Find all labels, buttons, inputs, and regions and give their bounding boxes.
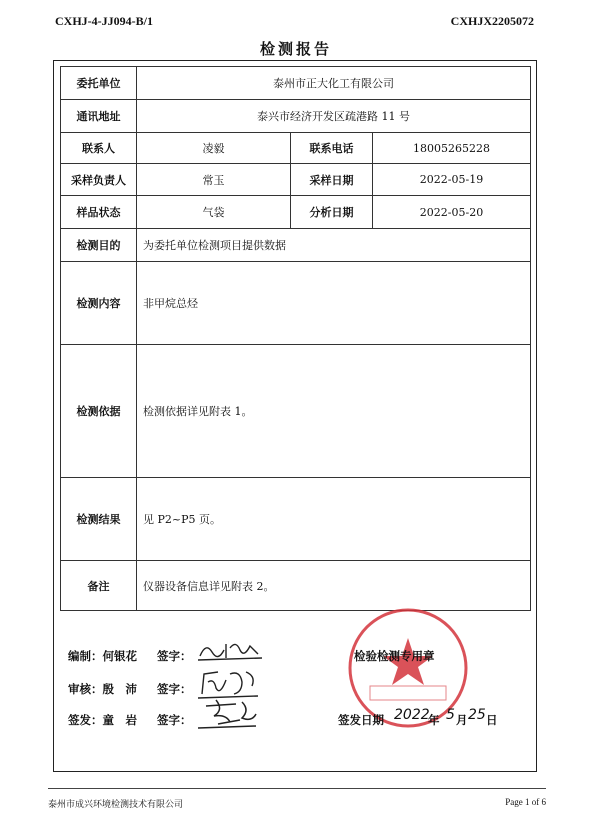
sample-state-value: 气袋 — [137, 196, 291, 229]
report-title: 检测报告 — [259, 40, 332, 58]
sample-date-label: 采样日期 — [291, 164, 373, 196]
approved-by: 签发：童 岩 — [68, 713, 137, 727]
result-label: 检测结果 — [61, 478, 137, 561]
prepared-signature-icon — [196, 636, 266, 666]
issue-date-year: 2022 — [394, 707, 430, 723]
row-remark — [61, 561, 531, 611]
document-code: CXHJ-4-JJ094-B/1 — [55, 14, 153, 28]
remark-value: 仪器设备信息详见附表 2。 — [137, 561, 531, 611]
issue-date-month-unit: 月 — [456, 713, 468, 727]
row-purpose — [61, 229, 531, 262]
report-info-table — [60, 66, 531, 611]
contact-label: 联系人 — [61, 133, 137, 164]
address-value: 泰兴市经济开发区疏港路 11 号 — [137, 100, 531, 133]
footer-divider — [48, 788, 546, 789]
sample-date-value: 2022-05-19 — [373, 164, 531, 196]
content-label: 检测内容 — [61, 262, 137, 345]
client-label: 委托单位 — [61, 67, 137, 100]
basis-value: 检测依据详见附表 1。 — [137, 345, 531, 478]
report-number: CXHJX2205072 — [450, 14, 534, 28]
issue-date-day: 25 — [468, 707, 486, 723]
prepared-by: 编制：何银花 — [68, 649, 137, 663]
phone-value: 18005265228 — [373, 133, 531, 164]
sampler-label: 采样负责人 — [61, 164, 137, 196]
result-value: 见 P2~P5 页。 — [137, 478, 531, 561]
reviewed-sign-label: 签字： — [157, 682, 192, 696]
stamp-label: 检验检测专用章 — [354, 649, 435, 663]
row-sample-state — [61, 196, 531, 229]
row-address — [61, 100, 531, 133]
analysis-date-value: 2022-05-20 — [373, 196, 531, 229]
sampler-value: 常玉 — [137, 164, 291, 196]
prepared-sign-label: 签字： — [157, 649, 192, 663]
footer-company: 泰州市成兴环境检测技术有限公司 — [48, 799, 184, 809]
approved-sign-label: 签字： — [157, 713, 192, 727]
row-contact — [61, 133, 531, 164]
row-result — [61, 478, 531, 561]
purpose-label: 检测目的 — [61, 229, 137, 262]
phone-label: 联系电话 — [291, 133, 373, 164]
row-client — [61, 67, 531, 100]
row-sampler — [61, 164, 531, 196]
basis-label: 检测依据 — [61, 345, 137, 478]
analysis-date-label: 分析日期 — [291, 196, 373, 229]
remark-label: 备注 — [61, 561, 137, 611]
issue-date-label: 签发日期 — [338, 713, 384, 727]
purpose-value: 为委托单位检测项目提供数据 — [137, 229, 531, 262]
sample-state-label: 样品状态 — [61, 196, 137, 229]
issue-date-year-unit: 年 — [428, 713, 440, 727]
address-label: 通讯地址 — [61, 100, 137, 133]
content-value: 非甲烷总烃 — [137, 262, 531, 345]
contact-value: 凌毅 — [137, 133, 291, 164]
row-basis — [61, 345, 531, 478]
row-content — [61, 262, 531, 345]
issue-date-month: 5 — [446, 707, 455, 723]
issue-date-day-unit: 日 — [486, 713, 498, 727]
client-value: 泰州市正大化工有限公司 — [137, 67, 531, 100]
reviewed-by: 审核：殷 沛 — [68, 682, 137, 696]
approved-signature-icon — [196, 696, 266, 732]
page-number: Page 1 of 6 — [505, 797, 546, 807]
